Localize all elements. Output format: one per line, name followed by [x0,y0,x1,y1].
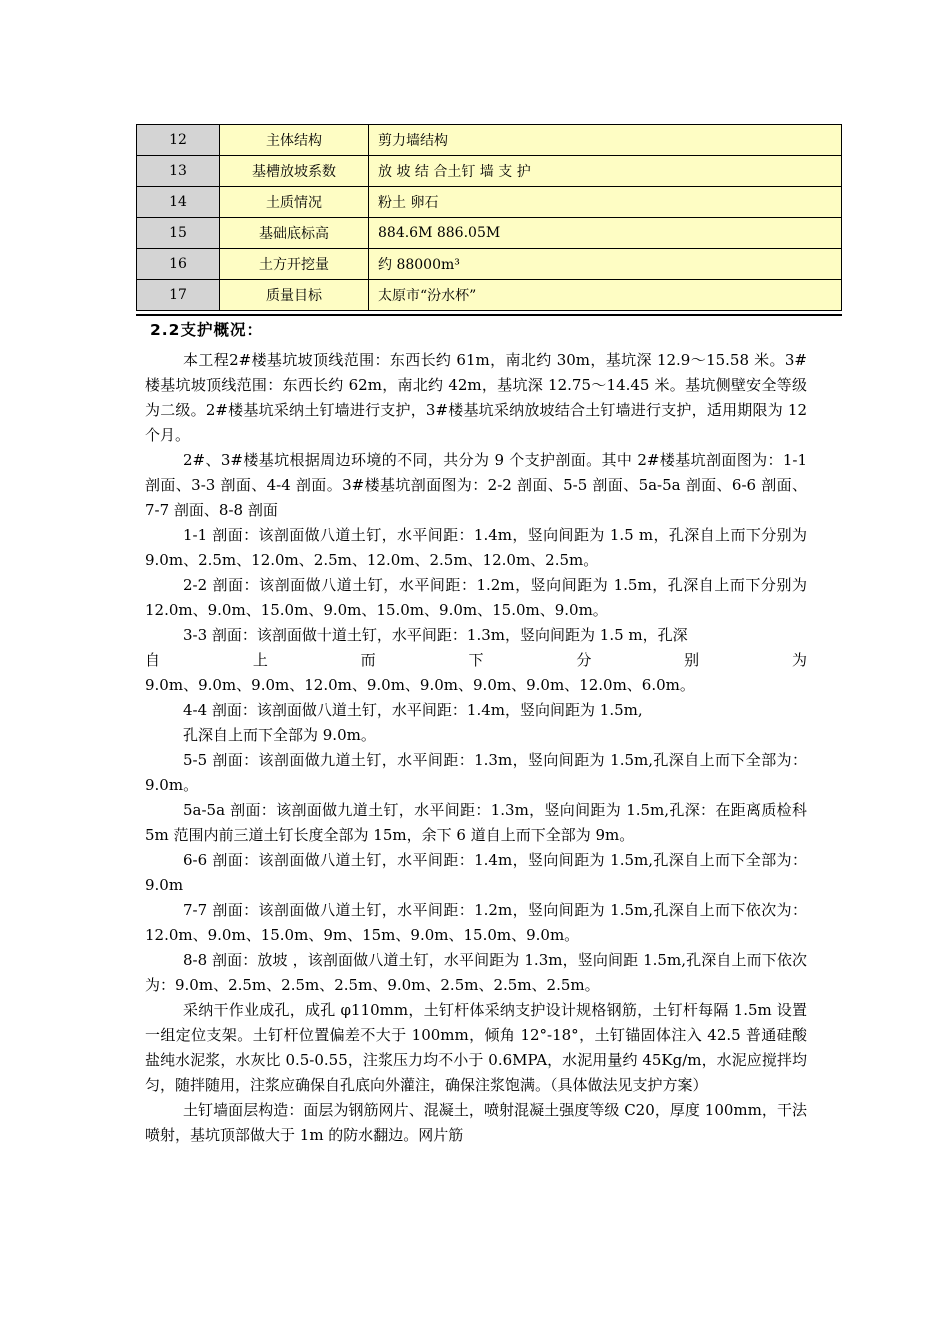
paragraph-5-5: 5-5 剖面：该剖面做九道土钉，水平间距：1.3m，竖向间距为 1.5m,孔深自上而下全部为：9.0m。 [145,751,807,794]
paragraph-3-3-line2: 自 上 而 下 分 别 为 [145,651,807,669]
row-number: 15 [137,218,220,249]
paragraph-5a-5a: 5a-5a 剖面：该剖面做九道土钉，水平间距：1.3m，竖向间距为 1.5m,孔深：在距离质检科 5m 范围内前三道土钉长度全部为 15m，余下 6 道自上而下全部为 9m。 [145,801,807,844]
paragraph-6-6: 6-6 剖面：该剖面做八道土钉，水平间距：1.4m，竖向间距为 1.5m,孔深自上而下全部为：9.0m [145,851,807,894]
table-bottom-rule [136,314,842,316]
row-value: 剪力墙结构 [369,125,842,156]
paragraph-overview: 本工程2#楼基坑坡顶线范围：东西长约 61m，南北约 30m，基坑深 12.9～15.58 米。3#楼基坑坡顶线范围：东西长约 62m，南北约 42m，基坑深 12.75～14.45 米。基坑侧壁安全等级为二级。2#楼基坑采纳土钉墙进行支护，3#楼基坑采纳放坡结合土钉墙进行支护，适用期限为 12 个月。 [145,351,807,444]
row-number: 14 [137,187,220,218]
row-label: 基础底标高 [220,218,369,249]
row-label: 基槽放坡系数 [220,156,369,187]
table-row [137,187,842,218]
row-value: 约 88000m³ [369,249,842,280]
row-value: 粉土 卵石 [369,187,842,218]
table-row [137,280,842,311]
paragraph-7-7: 7-7 剖面：该剖面做八道土钉，水平间距：1.2m，竖向间距为 1.5m,孔深自上而下依次为：12.0m、9.0m、15.0m、9m、15m、9.0m、15.0m、9.0m。 [145,901,807,944]
row-number: 12 [137,125,220,156]
row-value: 太原市“汾水杯” [369,280,842,311]
paragraph-2-2: 2-2 剖面：该剖面做八道土钉，水平间距：1.2m，竖向间距为 1.5m，孔深自上而下分别为 12.0m、9.0m、15.0m、9.0m、15.0m、9.0m、15.0m、9.0m。 [145,576,807,619]
table-row [137,249,842,280]
paragraph-drilling: 采纳干作业成孔，成孔 φ110mm，土钉杆体采纳支护设计规格钢筋，土钉杆每隔 1.5m 设置一组定位支架。土钉杆位置偏差不大于 100mm，倾角 12°-18°，土钉锚固体注入 42.5 普通硅酸盐纯水泥浆，水灰比 0.5-0.55，注浆压力均不小于 0.6MPA，水泥用量约 45Kg/m，水泥应搅拌均匀，随拌随用，注浆应确保自孔底向外灌注，确保注浆饱满。（具体做法见支护方案） [145,1001,807,1094]
paragraph-4-4-line2: 孔深自上而下全部为 9.0m。 [183,726,376,744]
row-value: 放 坡 结 合土钉 墙 支 护 [369,156,842,187]
table-row [137,156,842,187]
paragraph-8-8: 8-8 剖面：放坡 ，该剖面做八道土钉，水平间距为 1.3m，竖向间距 1.5m,孔深自上而下依次为：9.0m、2.5m、2.5m、2.5m、9.0m、2.5m、2.5m、2.5m。 [145,951,807,994]
table-row [137,125,842,156]
project-info-table [136,124,842,311]
row-value: 884.6M 886.05M [369,218,842,249]
paragraph-facing: 土钉墙面层构造：面层为钢筋网片、混凝土，喷射混凝土强度等级 C20，厚度 100mm，干法喷射，基坑顶部做大于 1m 的防水翻边。网片筋 [145,1101,807,1144]
row-label: 主体结构 [220,125,369,156]
row-label: 质量目标 [220,280,369,311]
row-label: 土质情况 [220,187,369,218]
section-body [145,348,807,1148]
row-number: 17 [137,280,220,311]
paragraph-4-4-line1: 4-4 剖面：该剖面做八道土钉，水平间距：1.4m，竖向间距为 1.5m, [183,701,643,719]
paragraph-3-3-line1: 3-3 剖面：该剖面做十道土钉，水平间距：1.3m，竖向间距为 1.5 m，孔深 [183,626,688,644]
paragraph-1-1: 1-1 剖面：该剖面做八道土钉，水平间距：1.4m，竖向间距为 1.5 m，孔深自上而下分别为 9.0m、2.5m、12.0m、2.5m、12.0m、2.5m、12.0m、2.5m。 [145,526,807,569]
row-label: 土方开挖量 [220,249,369,280]
paragraph-sections-list: 2#、3#楼基坑根据周边环境的不同，共分为 9 个支护剖面。其中 2#楼基坑剖面图为：1-1 剖面、3-3 剖面、4-4 剖面。3#楼基坑剖面图为：2-2 剖面、5-5 剖面、5a-5a 剖面、6-6 剖面、7-7 剖面、8-8 剖面 [145,451,807,519]
row-number: 16 [137,249,220,280]
paragraph-3-3-line3: 9.0m、9.0m、9.0m、12.0m、9.0m、9.0m、9.0m、9.0m、12.0m、6.0m。 [145,676,695,694]
row-number: 13 [137,156,220,187]
section-title: 2.2支护概况： [150,321,263,339]
table-row [137,218,842,249]
